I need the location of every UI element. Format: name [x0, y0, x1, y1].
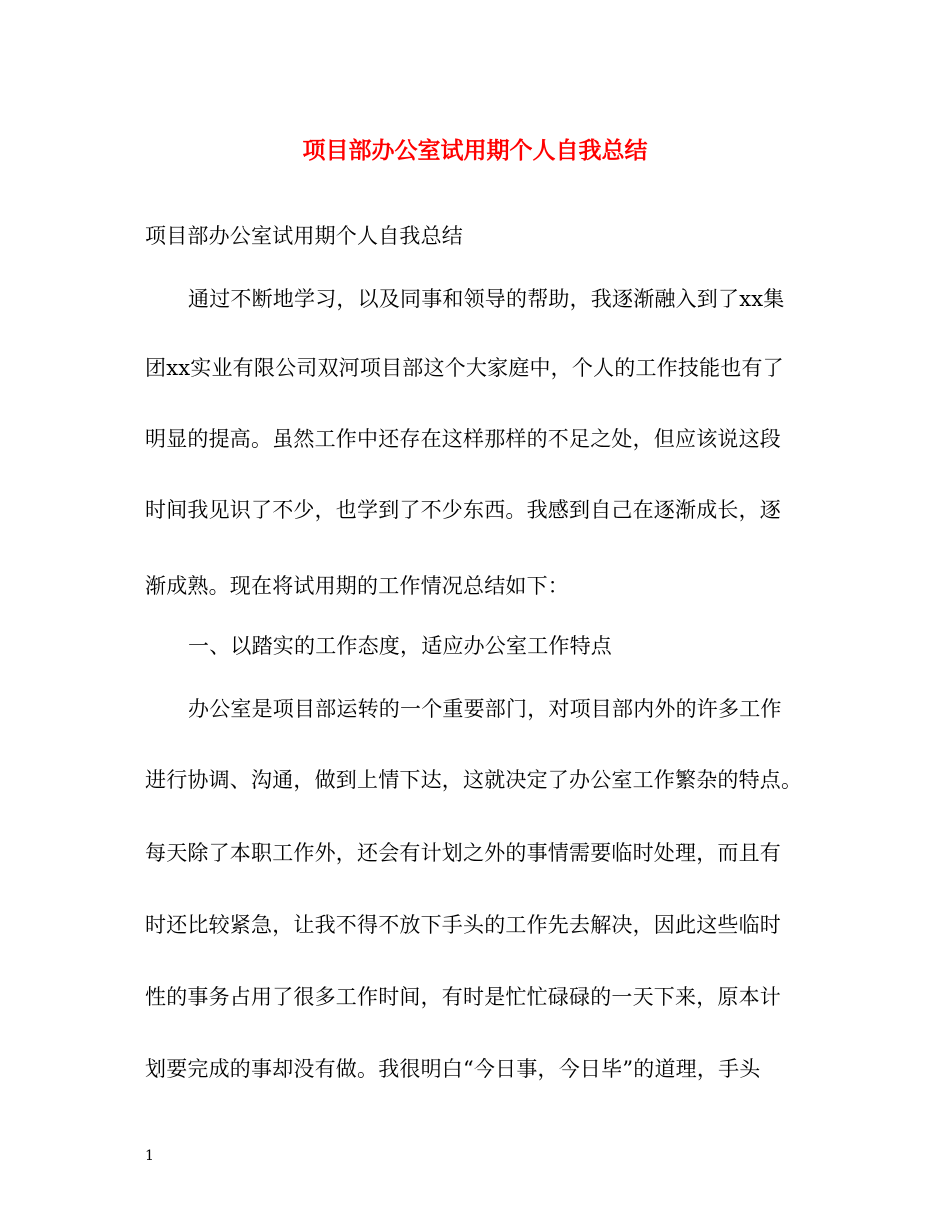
page-number: 1 [145, 1148, 154, 1164]
paragraph-line: 时还比较紧急，让我不得不放下手头的工作先去解决，因此这些临时 [145, 913, 781, 937]
paragraph-line: 明显的提高。虽然工作中还存在这样那样的不足之处，但应该说这段 [145, 427, 781, 451]
paragraph-line: 性的事务占用了很多工作时间，有时是忙忙碌碌的一天下来，原本计 [145, 985, 781, 1009]
document-title: 项目部办公室试用期个人自我总结 [302, 137, 648, 164]
paragraph-line: 团xx实业有限公司双河项目部这个大家庭中，个人的工作技能也有了 [145, 356, 784, 380]
paragraph-line: 办公室是项目部运转的一个重要部门，对项目部内外的许多工作 [188, 697, 782, 721]
paragraph-line: 时间我见识了不少，也学到了不少东西。我感到自己在逐渐成长，逐 [145, 498, 781, 522]
document-subtitle: 项目部办公室试用期个人自我总结 [145, 224, 463, 248]
paragraph-line: 每天除了本职工作外，还会有计划之外的事情需要临时处理，而且有 [145, 841, 781, 865]
paragraph-line: 划要完成的事却没有做。我很明白“今日事，今日毕”的道理，手头 [145, 1057, 761, 1081]
paragraph-line: 渐成熟。现在将试用期的工作情况总结如下： [145, 574, 569, 598]
paragraph-line: 通过不断地学习，以及同事和领导的帮助，我逐渐融入到了xx集 [188, 287, 785, 311]
section-heading: 一、以踏实的工作态度，适应办公室工作特点 [188, 634, 612, 658]
paragraph-line: 进行协调、沟通，做到上情下达，这就决定了办公室工作繁杂的特点。 [145, 768, 803, 792]
